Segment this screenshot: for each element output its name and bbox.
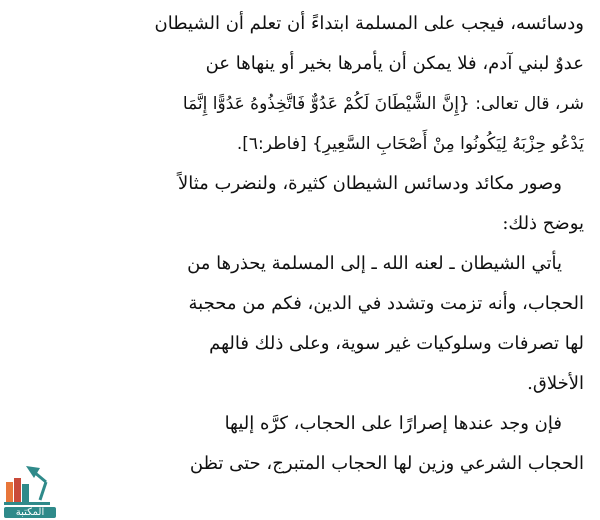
text-line: الحجاب، وأنه تزمت وتشدد في الدين، فكم من محجبة [188,293,584,314]
watermark-caption: المكتبة [4,507,56,518]
quran-verse-line: يَدْعُو حِزْبَهُ لِيَكُونُوا مِنْ أَصْحَابِ السَّعِيرِ} [فاطر:٦]. [236,134,584,154]
paragraph-start-line: يأتي الشيطان ـ لعنه الله ـ إلى المسلمة يحذرها من [187,253,562,274]
paragraph-start-line: فإن وجد عندها إصرارًا على الحجاب، كرَّه إليها [224,413,562,434]
watermark-logo [0,460,58,520]
text-line: لها تصرفات وسلوكيات غير سوية، وعلى ذلك فالهم [209,333,584,354]
text-line: ودسائسه، فيجب على المسلمة ابتداءً أن تعلم أن الشيطان [154,13,584,34]
text-line: الأخلاق. [527,373,584,394]
text-line: الحجاب الشرعي وزين لها الحجاب المتبرج، حتى تظن [189,453,584,474]
paragraph-start-line: وصور مكائد ودسائس الشيطان كثيرة، ولنضرب مثالاً [177,173,562,194]
text-line: عدوٌ لبني آدم، فلا يمكن أن يأمرها بخير أو ينهاها عن [205,53,584,74]
document-body [90,4,584,484]
books-lamp-logo-icon [0,460,58,506]
quran-verse-line: شر، قال تعالى: {إِنَّ الشَّيْطَانَ لَكُمْ عَدُوٌّ فَاتَّخِذُوهُ عَدُوًّا إِنَّمَا [182,94,584,114]
text-line: يوضح ذلك: [502,213,584,234]
